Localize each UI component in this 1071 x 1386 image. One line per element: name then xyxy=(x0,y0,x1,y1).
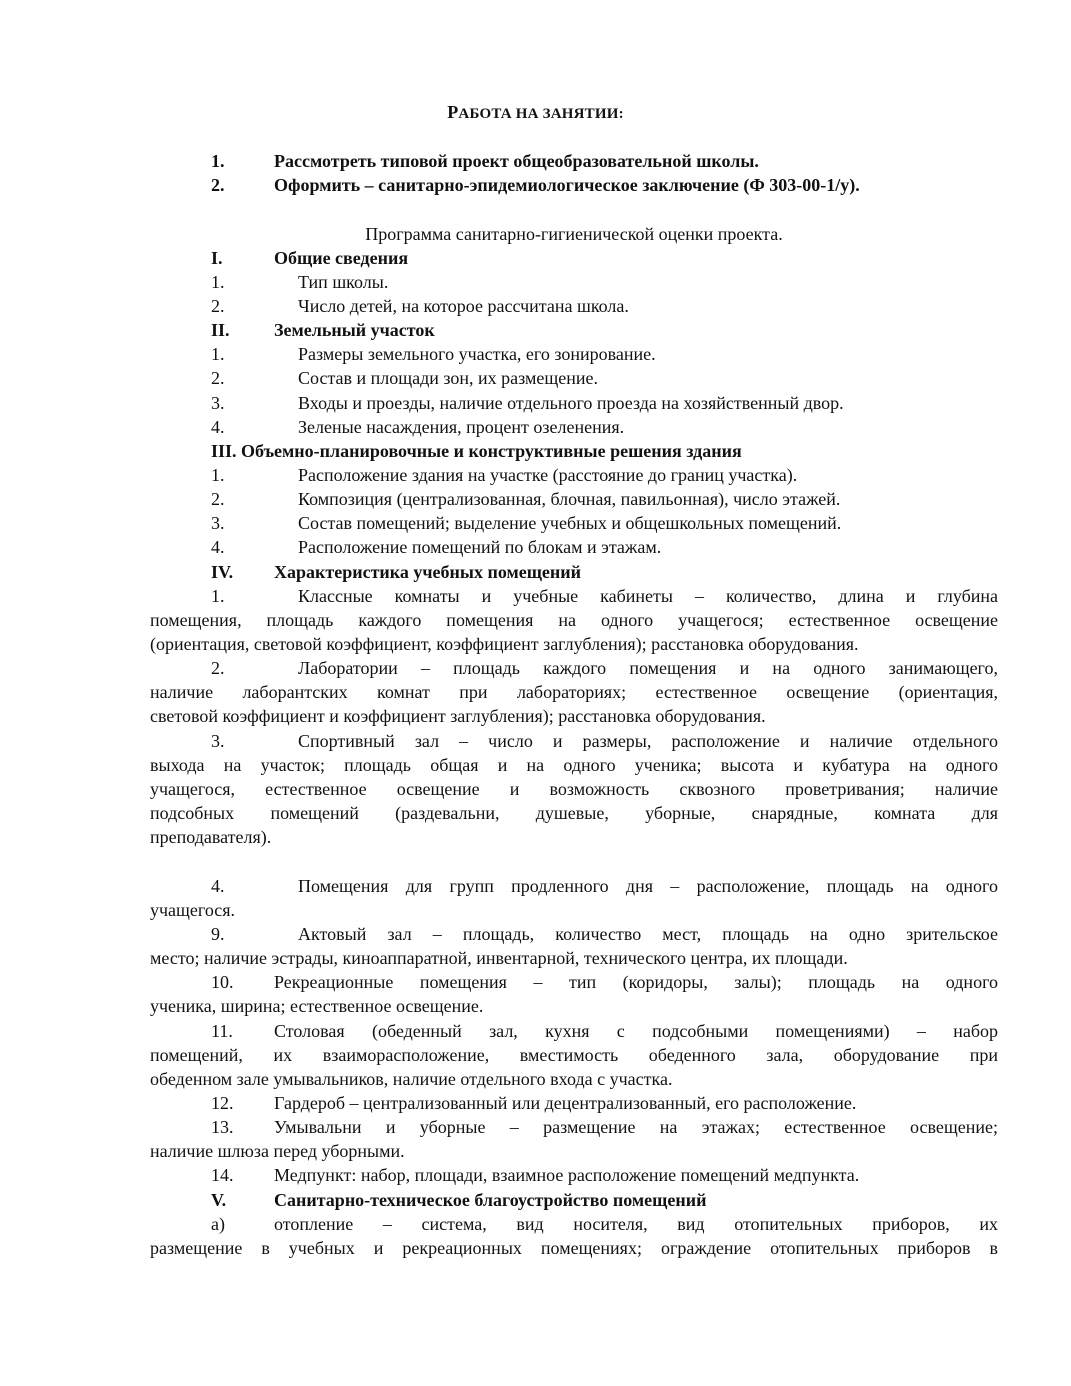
item-text: Состав помещений; выделение учебных и общешкольных помещений. xyxy=(298,513,842,533)
item-number: 1. xyxy=(211,272,225,292)
paragraph-line: Лаборатории – площадь каждого помещения и на одного занимающего, xyxy=(298,658,998,678)
paragraph-line: помещений, их взаиморасположение, вместимость обеденного зала, оборудование при xyxy=(150,1045,998,1065)
paragraph-line: обеденном зале умывальников, наличие отдельного входа с участка. xyxy=(150,1069,673,1089)
task-text: Оформить – санитарно-эпидемиологическое заключение (Ф 303-00-1/у). xyxy=(274,175,860,195)
paragraph-line: размещение в учебных и рекреационных помещениях; ограждение отопительных приборов в xyxy=(150,1238,998,1258)
paragraph-line: Помещения для групп продленного дня – расположение, площадь на одного xyxy=(298,876,998,896)
paragraph-line: преподавателя). xyxy=(150,827,272,847)
paragraph-line: наличие шлюза перед уборными. xyxy=(150,1141,405,1161)
paragraph-line: Рекреационные помещения – тип (коридоры, залы); площадь на одного xyxy=(274,972,998,992)
task-number: 2. xyxy=(211,175,225,195)
paragraph-line: Спортивный зал – число и размеры, расположение и наличие отдельного xyxy=(298,731,998,751)
item-number: 3. xyxy=(211,513,225,533)
paragraph-line: место; наличие эстрады, киноаппаратной, инвентарной, технического центра, их площади. xyxy=(150,948,848,968)
item-number: 1. xyxy=(211,586,225,606)
program-title: Программа санитарно-гигиенической оценки проекта. xyxy=(365,224,783,244)
item-number: 4. xyxy=(211,876,225,896)
section-heading: Общие сведения xyxy=(274,248,409,268)
paragraph-line: учащегося, естественное освещение и возможность сквозного проветривания; наличие xyxy=(150,779,998,799)
paragraph-line: учащегося. xyxy=(150,900,236,920)
item-text: Размеры земельного участка, его зонирование. xyxy=(298,344,656,364)
paragraph-line: (ориентация, световой коэффициент, коэффициент заглубления); расстановка оборудования. xyxy=(150,634,859,654)
item-number: 10. xyxy=(211,972,234,992)
item-number: 12. xyxy=(211,1093,234,1113)
paragraph-line: отопление – система, вид носителя, вид отопительных приборов, их xyxy=(274,1214,998,1234)
section-heading: Санитарно-техническое благоустройство помещений xyxy=(274,1190,707,1210)
paragraph-line: Умывальни и уборные – размещение на этажах; естественное освещение; xyxy=(274,1117,998,1137)
item-number: 3. xyxy=(211,731,225,751)
item-text: Состав и площади зон, их размещение. xyxy=(298,368,599,388)
item-text: Композиция (централизованная, блочная, павильонная), число этажей. xyxy=(298,489,841,509)
paragraph-line: световой коэффициент и коэффициент заглубления); расстановка оборудования. xyxy=(150,706,766,726)
item-number: 2. xyxy=(211,489,225,509)
item-number: 9. xyxy=(211,924,225,944)
task-text: Рассмотреть типовой проект общеобразовательной школы. xyxy=(274,151,759,171)
item-number: 1. xyxy=(211,465,225,485)
item-text: Входы и проезды, наличие отдельного проезда на хозяйственный двор. xyxy=(298,393,844,413)
item-number: 3. xyxy=(211,393,225,413)
paragraph-line: помещения, площадь каждого помещения на одного учащегося; естественное освещение xyxy=(150,610,998,630)
section-number: II. xyxy=(211,320,230,340)
paragraph-line: наличие лаборантских комнат при лабораториях; естественное освещение (ориентация, xyxy=(150,682,998,702)
section-number: V. xyxy=(211,1190,227,1210)
item-text: Число детей, на которое рассчитана школа. xyxy=(298,296,629,316)
section-heading: Земельный участок xyxy=(274,320,435,340)
paragraph-line: Медпункт: набор, площади, взаимное расположение помещений медпункта. xyxy=(274,1165,860,1185)
item-text: Тип школы. xyxy=(298,272,389,292)
section-number: IV. xyxy=(211,562,234,582)
item-text: Зеленые насаждения, процент озеленения. xyxy=(298,417,625,437)
section-heading: Характеристика учебных помещений xyxy=(274,562,582,582)
item-number: 13. xyxy=(211,1117,234,1137)
paragraph-line: Актовый зал – площадь, количество мест, площадь на одно зрительское xyxy=(298,924,998,944)
item-number: а) xyxy=(211,1214,225,1234)
item-number: 2. xyxy=(211,658,225,678)
item-number: 4. xyxy=(211,417,225,437)
item-number: 2. xyxy=(211,368,225,388)
item-number: 2. xyxy=(211,296,225,316)
section-number: I. xyxy=(211,248,223,268)
item-number: 11. xyxy=(211,1021,233,1041)
paragraph-line: ученика, ширина; естественное освещение. xyxy=(150,996,484,1016)
item-number: 4. xyxy=(211,537,225,557)
task-number: 1. xyxy=(211,151,225,171)
paragraph-line: Классные комнаты и учебные кабинеты – количество, длина и глубина xyxy=(298,586,998,606)
paragraph-line: Столовая (обеденный зал, кухня с подсобными помещениями) – набор xyxy=(274,1021,998,1041)
section-heading: III. Объемно-планировочные и конструктивные решения здания xyxy=(211,441,742,461)
item-number: 14. xyxy=(211,1165,234,1185)
page-title: РАБОТА НА ЗАНЯТИИ: xyxy=(447,102,624,122)
item-text: Расположение помещений по блокам и этажам. xyxy=(298,537,662,557)
paragraph-line: подсобных помещений (раздевальни, душевые, уборные, снарядные, комната для xyxy=(150,803,998,823)
item-text: Расположение здания на участке (расстояние до границ участка). xyxy=(298,465,798,485)
item-number: 1. xyxy=(211,344,225,364)
paragraph-line: выхода на участок; площадь общая и на одного ученика; высота и кубатура на одного xyxy=(150,755,998,775)
paragraph-line: Гардероб – централизованный или децентрализованный, его расположение. xyxy=(274,1093,857,1113)
